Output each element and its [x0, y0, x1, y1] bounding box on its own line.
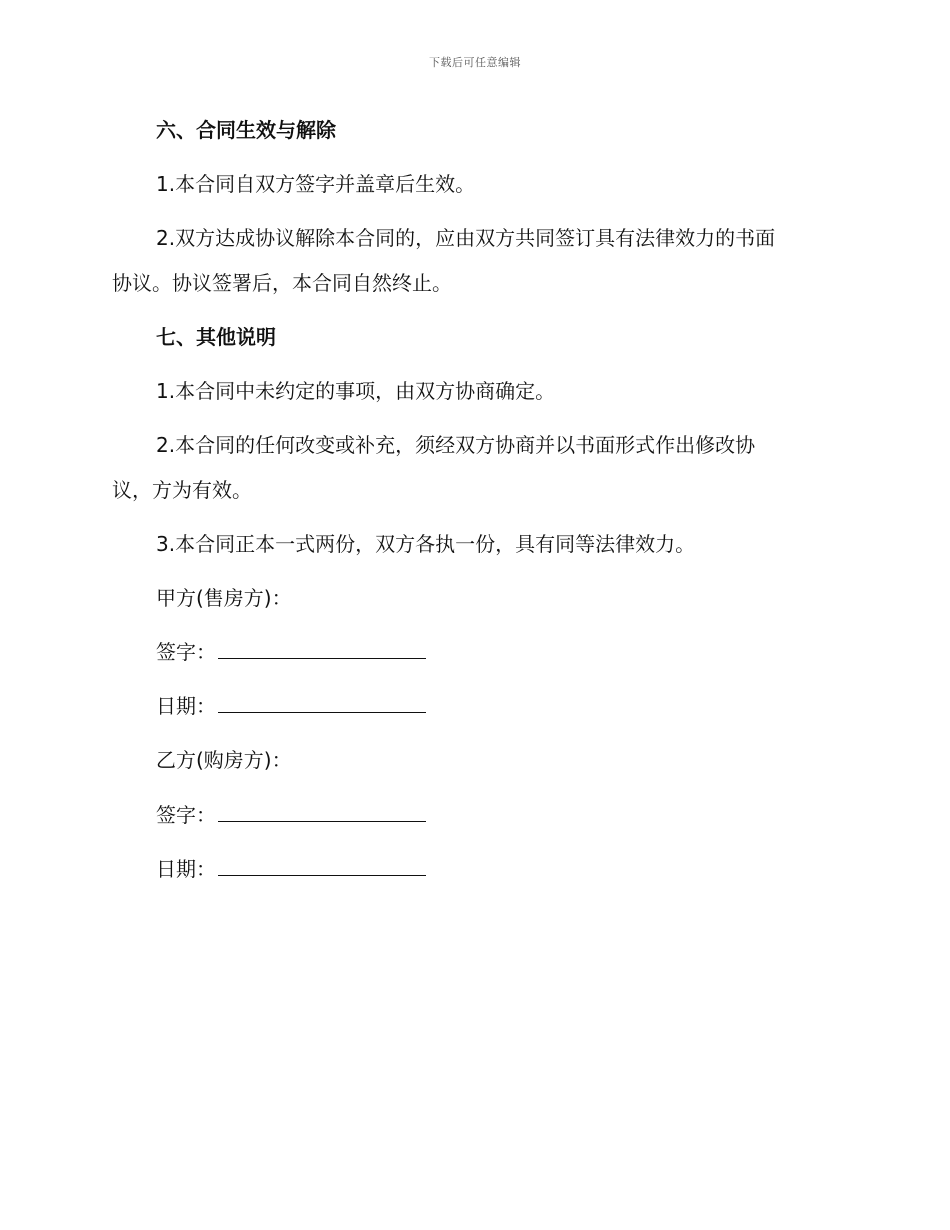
- party-b-date-label: 日期：: [156, 857, 216, 881]
- section-7-heading: 七、其他说明: [156, 325, 276, 349]
- section-7-item-2-line-1: 2.本合同的任何改变或补充，须经双方协商并以书面形式作出修改协: [156, 433, 756, 457]
- party-a-date-line: [218, 694, 426, 713]
- party-a-signature-row: [156, 640, 426, 664]
- page-header: 下载后可任意编辑: [429, 56, 521, 69]
- party-b-date-line: [218, 857, 426, 876]
- party-a-date-label: 日期：: [156, 694, 216, 718]
- party-b-label: 乙方(购房方)：: [156, 748, 292, 772]
- party-a-date-row: [156, 694, 426, 718]
- party-a-label: 甲方(售房方)：: [156, 586, 292, 610]
- party-a-signature-line: [218, 640, 426, 659]
- section-6-item-1: 1.本合同自双方签字并盖章后生效。: [156, 172, 476, 196]
- party-a-signature-label: 签字：: [156, 640, 216, 664]
- section-7-item-1: 1.本合同中未约定的事项，由双方协商确定。: [156, 379, 556, 403]
- section-6-item-2-line-1: 2.双方达成协议解除本合同的，应由双方共同签订具有法律效力的书面: [156, 226, 776, 250]
- party-b-signature-row: [156, 803, 426, 827]
- section-6-item-2-line-2: 协议。协议签署后，本合同自然终止。: [112, 271, 452, 295]
- section-6-heading: 六、合同生效与解除: [156, 118, 336, 142]
- party-b-signature-label: 签字：: [156, 803, 216, 827]
- party-b-date-row: [156, 857, 426, 881]
- section-7-item-2-line-2: 议，方为有效。: [112, 478, 252, 502]
- section-7-item-3: 3.本合同正本一式两份，双方各执一份，具有同等法律效力。: [156, 532, 696, 556]
- party-b-signature-line: [218, 803, 426, 822]
